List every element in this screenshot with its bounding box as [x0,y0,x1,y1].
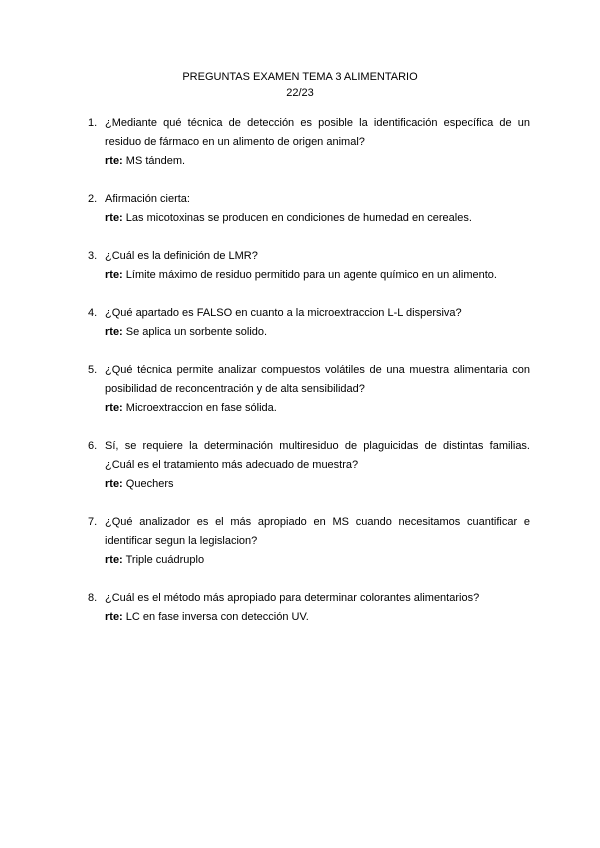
question-item [88,190,530,228]
question-text: ¿Qué analizador es el más apropiado en MS cuando necesitamos cuantificar e identificar segun la legislacion? [105,516,530,547]
question-text: ¿Qué técnica permite analizar compuestos volátiles de una muestra alimentaria con posibilidad de reconcentración y de alta sensibilidad? [105,364,530,395]
question-text: ¿Qué apartado es FALSO en cuanto a la microextraccion L-L dispersiva? [105,307,462,319]
question-item [88,114,530,171]
answer-text: Se aplica un sorbente solido. [125,326,268,338]
question-item [88,361,530,418]
answer-label: rte: [105,478,123,490]
answer-text: Límite máximo de residuo permitido para un agente químico en un alimento. [125,269,497,281]
question-text: ¿Cuál es la definición de LMR? [105,250,258,262]
question-text: Sí, se requiere la determinación multiresiduo de plaguicidas de distintas familias. ¿Cuál es el tratamiento más adecuado de muestra? [105,440,530,471]
question-number: 1. [88,117,98,129]
answer-line [105,399,530,418]
question-number: 2. [88,193,98,205]
answer-line [105,266,530,285]
document-title: PREGUNTAS EXAMEN TEMA 3 ALIMENTARIO [182,71,418,83]
question-item [88,437,530,494]
document-header [0,69,600,101]
question-number: 4. [88,307,98,319]
question-number: 8. [88,592,98,604]
answer-text: Triple cuádruplo [125,554,205,566]
question-text: ¿Cuál es el método más apropiado para determinar colorantes alimentarios? [105,592,480,604]
answer-label: rte: [105,554,123,566]
question-text: Afirmación cierta: [105,193,190,205]
answer-line [105,475,530,494]
answer-label: rte: [105,155,123,167]
question-item [88,589,530,627]
answer-label: rte: [105,269,123,281]
question-number: 3. [88,250,98,262]
answer-line [105,551,530,570]
question-number: 7. [88,516,98,528]
answer-label: rte: [105,212,123,224]
question-list [88,114,530,646]
question-item [88,513,530,570]
answer-line [105,209,530,228]
answer-text: Microextraccion en fase sólida. [125,402,277,414]
question-number: 6. [88,440,98,452]
question-item [88,247,530,285]
question-item [88,304,530,342]
answer-line [105,152,530,171]
answer-text: LC en fase inversa con detección UV. [125,611,309,623]
answer-text: Las micotoxinas se producen en condiciones de humedad en cereales. [125,212,472,224]
answer-line [105,323,530,342]
answer-text: Quechers [125,478,174,490]
answer-label: rte: [105,402,123,414]
answer-label: rte: [105,326,123,338]
document-subtitle: 22/23 [286,87,314,99]
question-number: 5. [88,364,98,376]
question-text: ¿Mediante qué técnica de detección es posible la identificación específica de un residuo de fármaco en un alimento de origen animal? [105,117,530,148]
answer-text: MS tándem. [125,155,186,167]
answer-label: rte: [105,611,123,623]
answer-line [105,608,530,627]
